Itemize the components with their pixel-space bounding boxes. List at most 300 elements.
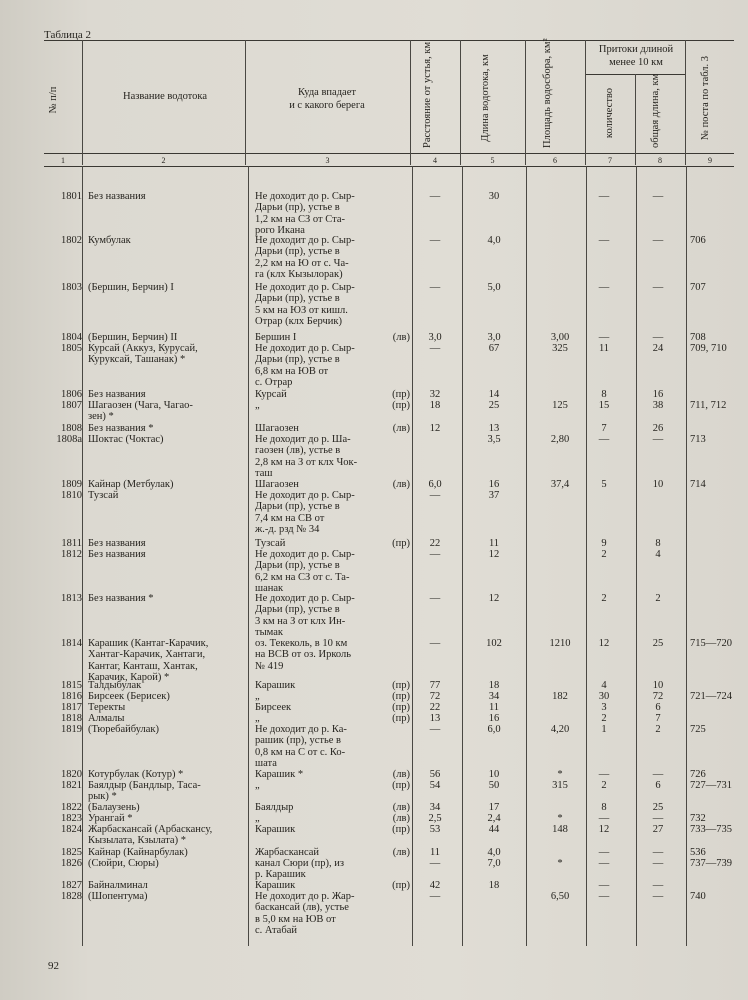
tributary-total-length: — — [652, 880, 664, 891]
tributary-count: — — [598, 235, 610, 246]
outflow-description-line: с. Отрар — [255, 377, 293, 389]
watercourse-name — [88, 434, 248, 445]
stream-length: 11 — [488, 702, 500, 713]
column-divider — [82, 166, 83, 946]
outflow-description — [255, 343, 405, 389]
column-number: 3 — [325, 156, 330, 165]
distance-from-mouth: 53 — [429, 824, 441, 835]
distance-from-mouth: — — [429, 191, 441, 202]
tributary-total-length: 10 — [652, 479, 664, 490]
tributary-total-length: 4 — [655, 549, 661, 560]
row-number: 1811 — [61, 538, 82, 549]
post-number: 721—724 — [690, 691, 732, 702]
tributary-total-length: — — [652, 434, 664, 445]
header-length: Длина водотока, км — [480, 54, 491, 142]
catchment-area: 182 — [552, 691, 568, 702]
watercourse-name-line: Без названия — [88, 389, 146, 400]
tributary-total-length: — — [652, 332, 664, 343]
stream-length: 25 — [488, 400, 500, 411]
bank-side: (пр) — [392, 680, 410, 691]
outflow-description — [255, 638, 405, 672]
header-divider — [82, 40, 83, 165]
tributary-total-length: 8 — [655, 538, 661, 549]
watercourse-name — [88, 343, 248, 366]
column-number: 1 — [61, 156, 65, 165]
outflow-description — [255, 680, 405, 691]
tributary-count: — — [598, 769, 610, 780]
watercourse-name-line: Урангай * — [88, 813, 133, 824]
tributary-count: — — [598, 332, 610, 343]
watercourse-name-line: Теректы — [88, 702, 126, 713]
distance-from-mouth: — — [429, 235, 441, 246]
stream-length: 17 — [488, 802, 500, 813]
outflow-description-line: 6,2 км на СЗ от с. Та- — [255, 571, 350, 583]
tributary-total-length: — — [652, 282, 664, 293]
tributary-count: 2 — [601, 593, 607, 604]
distance-from-mouth: 72 — [429, 691, 441, 702]
watercourse-name — [88, 479, 248, 490]
tributary-count: — — [598, 191, 610, 202]
distance-from-mouth: 56 — [429, 769, 441, 780]
outflow-description-line: „ — [255, 780, 260, 791]
watercourse-name-line: Карачик, Карой) * — [88, 672, 170, 684]
header-area: Площадь водосбора, км² — [542, 38, 553, 148]
catchment-area: 2,80 — [550, 434, 570, 445]
stream-length: 18 — [488, 680, 500, 691]
distance-from-mouth: 6,0 — [428, 479, 442, 490]
tributary-count: 12 — [598, 824, 610, 835]
watercourse-name — [88, 691, 248, 702]
stream-length: 10 — [488, 769, 500, 780]
post-number: 713 — [690, 434, 706, 445]
distance-from-mouth: 12 — [429, 423, 441, 434]
outflow-description-line: Не доходит до р. Ша- — [255, 434, 351, 445]
bank-side: (пр) — [392, 713, 410, 724]
bank-side: (пр) — [392, 824, 410, 835]
bank-side: (лв) — [392, 769, 410, 780]
row-number: 1804 — [61, 332, 82, 343]
outflow-description — [255, 880, 405, 891]
bank-side: (лв) — [392, 813, 410, 824]
tributary-total-length: 2 — [655, 724, 661, 735]
header-trib-length: общая длина, км — [650, 73, 661, 148]
row-number: 1810 — [61, 490, 82, 501]
header-tributaries-2: менее 10 км — [609, 57, 663, 68]
watercourse-name-line: рык) * — [88, 791, 117, 803]
stream-length: 16 — [488, 479, 500, 490]
watercourse-name-line: (Балаузень) — [88, 802, 140, 813]
outflow-description-line: гаозен (лв), устье в — [255, 445, 341, 457]
outflow-description-line: Не доходит до р. Сыр- — [255, 549, 355, 560]
post-number: 709, 710 — [690, 343, 727, 354]
outflow-description-line: Карашик — [255, 880, 296, 891]
bank-side: (пр) — [392, 538, 410, 549]
row-number: 1826 — [61, 858, 82, 869]
tributary-count: 15 — [598, 400, 610, 411]
stream-length: 13 — [488, 423, 500, 434]
stream-length: 18 — [488, 880, 500, 891]
stream-length: 7,0 — [487, 858, 501, 869]
column-divider — [462, 166, 463, 946]
outflow-description-line: Не доходит до р. Сыр- — [255, 343, 355, 354]
outflow-description — [255, 593, 405, 639]
post-number: 726 — [690, 769, 706, 780]
column-number: 9 — [708, 156, 712, 165]
watercourse-name — [88, 389, 248, 400]
outflow-description-line: Бирсеек — [255, 702, 292, 713]
tributary-count: — — [598, 847, 610, 858]
bank-side: (лв) — [392, 479, 410, 490]
catchment-area: 1210 — [549, 638, 571, 649]
distance-from-mouth: — — [429, 724, 441, 735]
watercourse-name — [88, 400, 248, 423]
watercourse-name-line: Хантаг-Карачик, Хантаги, — [88, 649, 206, 661]
distance-from-mouth: 3,0 — [428, 332, 442, 343]
catchment-area: 3,00 — [550, 332, 570, 343]
column-divider — [248, 166, 249, 946]
watercourse-name-line: Без названия — [88, 549, 146, 560]
watercourse-name-line: Кайнар (Кайнарбулак) — [88, 847, 188, 858]
watercourse-name-line: Без названия — [88, 538, 146, 549]
watercourse-name-line: (Шопентума) — [88, 891, 148, 902]
tributary-total-length: — — [652, 813, 664, 824]
stream-length: 2,4 — [487, 813, 501, 824]
outflow-description-line: Не доходит до р. Сыр- — [255, 191, 355, 202]
outflow-description — [255, 724, 405, 770]
outflow-description — [255, 713, 405, 724]
outflow-description-line: Дарьи (пр), устье в — [255, 501, 340, 513]
tributary-total-length: 26 — [652, 423, 664, 434]
page-number: 92 — [48, 960, 59, 972]
distance-from-mouth: 34 — [429, 802, 441, 813]
outflow-description-line: Курсай — [255, 389, 287, 400]
outflow-description-line: Не доходит до р. Сыр- — [255, 235, 355, 246]
header-divider — [245, 40, 246, 165]
stream-length: 30 — [488, 191, 500, 202]
watercourse-name — [88, 282, 248, 293]
stream-length: 3,5 — [487, 434, 501, 445]
watercourse-name — [88, 847, 248, 858]
outflow-description-line: 7,4 км на СВ от — [255, 512, 325, 524]
outflow-description-line: Не доходит до р. Сыр- — [255, 282, 355, 293]
outflow-description-line: Тузсай — [255, 538, 286, 549]
tributary-count: 1 — [601, 724, 607, 735]
outflow-description — [255, 847, 405, 858]
outflow-description-line: Не доходит до р. Ка- — [255, 724, 347, 735]
watercourse-name-line: Кантаг, Канташ, Хантак, — [88, 660, 198, 672]
outflow-description-line: оз. Текеколь, в 10 км — [255, 638, 348, 649]
outflow-description-line: Шагаозен — [255, 423, 299, 434]
row-number: 1817 — [61, 702, 82, 713]
tributary-total-length: — — [652, 191, 664, 202]
row-number: 1828 — [61, 891, 82, 902]
bank-side: (пр) — [392, 880, 410, 891]
outflow-description-line: № 419 — [255, 660, 284, 672]
column-divider — [526, 166, 527, 946]
tributary-total-length: 72 — [652, 691, 664, 702]
tributary-count: — — [598, 880, 610, 891]
watercourse-name-line: Жарбаскансай (Арбаскансу, — [88, 824, 213, 835]
outflow-description-line: 1,2 км на СЗ от Ста- — [255, 213, 345, 225]
distance-from-mouth: 42 — [429, 880, 441, 891]
watercourse-name — [88, 593, 248, 604]
stream-length: 50 — [488, 780, 500, 791]
tributary-count: — — [598, 891, 610, 902]
column-divider — [412, 166, 413, 946]
watercourse-name — [88, 538, 248, 549]
tributary-count: 5 — [601, 479, 607, 490]
outflow-description-line: ж.-д. рзд № 34 — [255, 524, 320, 536]
row-number: 1821 — [61, 780, 82, 791]
outflow-description-line: 2,8 км на З от клх Чок- — [255, 456, 358, 468]
header-divider — [460, 40, 461, 165]
bank-side: (пр) — [392, 702, 410, 713]
row-number: 1824 — [61, 824, 82, 835]
stream-length: 34 — [488, 691, 500, 702]
stream-length: 44 — [488, 824, 500, 835]
row-number: 1808а — [56, 434, 82, 445]
watercourse-name-line: Без названия * — [88, 593, 154, 604]
outflow-description-line: Жарбаскансай — [255, 847, 320, 858]
stream-length: 16 — [488, 713, 500, 724]
watercourse-name-line: Курсай (Аккуз, Курусай, — [88, 343, 198, 354]
outflow-description — [255, 490, 405, 536]
tributary-count: 8 — [601, 802, 607, 813]
watercourse-name — [88, 191, 248, 202]
stream-length: 102 — [486, 638, 502, 649]
watercourse-name — [88, 680, 248, 691]
tributary-total-length: 25 — [652, 638, 664, 649]
outflow-description-line: Дарьи (пр), устье в — [255, 560, 340, 572]
row-number: 1820 — [61, 769, 82, 780]
watercourse-name-line: Алмалы — [88, 713, 125, 724]
post-number: 711, 712 — [690, 400, 727, 411]
outflow-description-line: р. Карашик — [255, 869, 306, 881]
bank-side: (лв) — [392, 423, 410, 434]
post-number: 706 — [690, 235, 706, 246]
watercourse-name-line: Без названия — [88, 191, 146, 202]
watercourse-name-line: Куруксай, Ташанак) * — [88, 354, 186, 366]
stream-length: 4,0 — [487, 235, 501, 246]
row-number: 1806 — [61, 389, 82, 400]
tributary-count: 2 — [601, 549, 607, 560]
tributary-count: 2 — [601, 713, 607, 724]
header-top-rule — [44, 40, 734, 41]
header-divider — [410, 40, 411, 165]
header-divider — [685, 40, 686, 165]
tributary-total-length: 2 — [655, 593, 661, 604]
watercourse-name-line: (Тюребайбулак) — [88, 724, 159, 735]
catchment-area: 125 — [552, 400, 568, 411]
post-number: 708 — [690, 332, 706, 343]
outflow-description-line: Дарьи (пр), устье в — [255, 202, 340, 214]
post-number: 732 — [690, 813, 706, 824]
outflow-description-line: Дарьи (пр), устье в — [255, 293, 340, 305]
tributary-total-length: 25 — [652, 802, 664, 813]
tributary-total-length: 7 — [655, 713, 661, 724]
outflow-description-line: Не доходит до р. Жар- — [255, 891, 355, 902]
watercourse-name — [88, 891, 248, 902]
stream-length: 14 — [488, 389, 500, 400]
watercourse-name-line: Кызылата, Кзылата) * — [88, 835, 186, 847]
watercourse-name — [88, 638, 248, 684]
outflow-description-line: баскансай (лв), устье — [255, 902, 349, 914]
stream-length: 67 — [488, 343, 500, 354]
header-name: Название водотока — [123, 91, 207, 102]
distance-from-mouth: 54 — [429, 780, 441, 791]
header-bottom-rule — [44, 153, 734, 154]
row-number: 1815 — [61, 680, 82, 691]
outflow-description — [255, 813, 405, 824]
column-number: 6 — [553, 156, 557, 165]
tributary-total-length: — — [652, 769, 664, 780]
outflow-description-line: Карашик — [255, 824, 296, 835]
stream-length: 6,0 — [487, 724, 501, 735]
watercourse-name — [88, 332, 248, 343]
row-number: 1813 — [61, 593, 82, 604]
outflow-description — [255, 802, 405, 813]
watercourse-name-line: (Бершин, Берчин) I — [88, 282, 174, 293]
watercourse-name — [88, 235, 248, 246]
header-trib-count: количество — [604, 87, 615, 139]
bank-side: (пр) — [392, 780, 410, 791]
distance-from-mouth: — — [429, 490, 441, 501]
outflow-description-line: Отрар (клх Берчик) — [255, 316, 342, 328]
tributary-count: 3 — [601, 702, 607, 713]
outflow-description-line: Не доходит до р. Сыр- — [255, 593, 355, 604]
tributary-count: 8 — [601, 389, 607, 400]
outflow-description-line: в 5,0 км на ЮВ от — [255, 913, 336, 925]
watercourse-name-line: Тузсай — [88, 490, 119, 501]
tributary-total-length: — — [652, 858, 664, 869]
tributary-total-length: — — [652, 235, 664, 246]
outflow-description — [255, 479, 405, 490]
tributary-total-length: 6 — [655, 780, 661, 791]
outflow-description-line: шанак — [255, 583, 284, 595]
outflow-description — [255, 389, 405, 400]
bank-side: (пр) — [392, 400, 410, 411]
watercourse-name — [88, 813, 248, 824]
outflow-description-line: „ — [255, 691, 260, 702]
catchment-area: 37,4 — [550, 479, 570, 490]
watercourse-name-line: Кумбулак — [88, 235, 131, 246]
watercourse-name — [88, 490, 248, 501]
watercourse-name — [88, 858, 248, 869]
outflow-description — [255, 400, 405, 411]
tributary-total-length: — — [652, 847, 664, 858]
distance-from-mouth: — — [429, 891, 441, 902]
watercourse-name — [88, 713, 248, 724]
watercourse-name-line: Без названия * — [88, 423, 154, 434]
bank-side: (лв) — [392, 847, 410, 858]
column-divider — [686, 166, 687, 946]
outflow-description — [255, 191, 405, 237]
watercourse-name — [88, 769, 248, 780]
outflow-description — [255, 702, 405, 713]
outflow-description — [255, 235, 405, 281]
watercourse-name-line: Шагаозен (Чага, Чагао- — [88, 400, 193, 411]
outflow-description-line: 3 км на З от клх Ин- — [255, 615, 346, 627]
watercourse-name-line: Кайнар (Метбулак) — [88, 479, 174, 490]
catchment-area: 325 — [552, 343, 568, 354]
header-divider — [585, 40, 586, 165]
header-divider — [525, 40, 526, 165]
tributary-total-length: 16 — [652, 389, 664, 400]
table-caption: Таблица 2 — [44, 29, 92, 41]
catchment-area: * — [557, 858, 563, 869]
tributary-count: — — [598, 858, 610, 869]
tributary-total-length: 38 — [652, 400, 664, 411]
outflow-description — [255, 691, 405, 702]
outflow-description — [255, 769, 405, 780]
outflow-description-line: Карашик — [255, 680, 296, 691]
bank-side: (лв) — [392, 802, 410, 813]
watercourse-name-line: (Бершин, Берчин) II — [88, 332, 178, 343]
column-number: 5 — [490, 156, 495, 165]
watercourse-name — [88, 549, 248, 560]
stream-length: 3,0 — [487, 332, 501, 343]
row-number: 1808 — [61, 423, 82, 434]
tributary-count: 7 — [601, 423, 607, 434]
row-number: 1802 — [61, 235, 82, 246]
header-num: № п/п — [48, 86, 59, 114]
outflow-description-line: „ — [255, 813, 260, 824]
row-number: 1823 — [61, 813, 82, 824]
post-number: 715—720 — [690, 638, 732, 649]
post-number: 707 — [690, 282, 706, 293]
outflow-description-line: Дарьи (пр), устье в — [255, 246, 340, 258]
row-number: 1822 — [61, 802, 82, 813]
outflow-description-line: 0,8 км на С от с. Ко- — [255, 746, 346, 758]
watercourse-name — [88, 724, 248, 735]
stream-length: 4,0 — [487, 847, 501, 858]
watercourse-name-line: Байналминал — [88, 880, 148, 891]
outflow-description — [255, 282, 405, 328]
row-number: 1814 — [61, 638, 82, 649]
watercourse-name — [88, 802, 248, 813]
distance-from-mouth: — — [429, 282, 441, 293]
tributary-count: — — [598, 434, 610, 445]
tributary-count: 9 — [601, 538, 607, 549]
catchment-area: 315 — [552, 780, 568, 791]
row-number: 1805 — [61, 343, 82, 354]
header-post: № поста по табл. 3 — [700, 55, 711, 141]
outflow-description-line: Бершин I — [255, 332, 297, 343]
distance-from-mouth: 32 — [429, 389, 441, 400]
stream-length: 37 — [488, 490, 500, 501]
header-distance: Расстояние от устья, км — [422, 41, 433, 148]
outflow-description-line: на ВСВ от оз. Ирколь — [255, 649, 352, 661]
column-number-rule — [44, 166, 734, 167]
outflow-description — [255, 858, 405, 881]
row-number: 1801 — [61, 191, 82, 202]
catchment-area: 4,20 — [550, 724, 570, 735]
row-number: 1812 — [61, 549, 82, 560]
tributary-count: — — [598, 282, 610, 293]
outflow-description — [255, 423, 405, 434]
watercourse-name — [88, 780, 248, 803]
outflow-description-line: Дарьи (пр), устье в — [255, 354, 340, 366]
outflow-description — [255, 891, 405, 937]
catchment-area: * — [557, 769, 563, 780]
outflow-description — [255, 549, 405, 595]
watercourse-name — [88, 702, 248, 713]
outflow-description-line: шата — [255, 758, 277, 770]
distance-from-mouth: 77 — [429, 680, 441, 691]
tributary-total-length: 10 — [652, 680, 664, 691]
header-tributaries-1: Притоки длиной — [598, 44, 674, 55]
outflow-description-line: Шагаозен — [255, 479, 299, 490]
